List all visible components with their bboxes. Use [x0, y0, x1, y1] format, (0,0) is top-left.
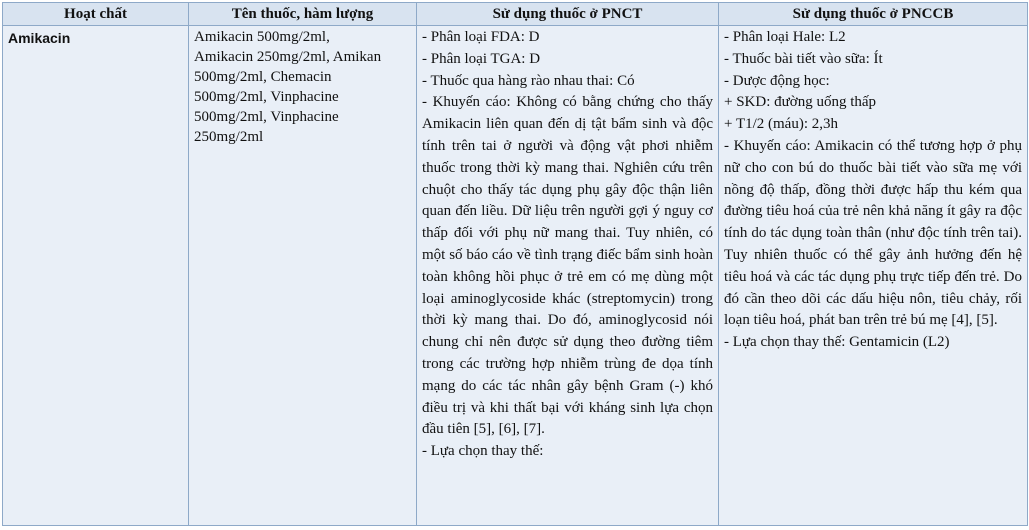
lactation-half-life: + T1/2 (máu): 2,3h — [724, 116, 839, 133]
brand-cell — [189, 26, 417, 526]
brand-line: 500mg/2ml, Chemacin — [194, 69, 332, 85]
pregnancy-fda: - Phân loại FDA: D — [422, 29, 540, 45]
header-row — [3, 3, 1028, 26]
pregnancy-placenta: - Thuốc qua hàng rào nhau thai: Có — [422, 72, 635, 89]
table-row — [3, 26, 1028, 526]
header-brand: Tên thuốc, hàm lượng — [189, 3, 417, 26]
pregnancy-tga: - Phân loại TGA: D — [422, 50, 541, 67]
pregnancy-cell — [417, 26, 719, 526]
header-pregnancy: Sử dụng thuốc ở PNCT — [417, 3, 719, 26]
brand-line: 500mg/2ml, Vinphacine — [194, 89, 339, 105]
brand-line: 500mg/2ml, Vinphacine — [194, 109, 339, 125]
header-active: Hoạt chất — [3, 3, 189, 26]
header-lactation: Sử dụng thuốc ở PNCCB — [719, 3, 1028, 26]
lactation-recommendation: - Khuyến cáo: Amikacin có thể tương hợp ở phụ nữ cho con bú do thuốc bài tiết vào sữa mẹ với nồng độ thấp, đồng thời được hấp thu kém qua đường tiêu hoá của trẻ nên khả năng ít gây ra độc tính do tác dụng toàn thân (như độc tính trên tai). Tuy nhiên thuốc có thể gây ảnh hưởng đến hệ tiêu hoá và các tác dụng phụ trực tiếp đến trẻ. Do đó cần theo dõi các dấu hiệu nôn, tiêu chảy, rối loạn tiêu hoá, phát ban trên trẻ bú mẹ [4], [5]. — [724, 137, 1022, 329]
lactation-bioavailability: + SKD: đường uống thấp — [724, 94, 877, 111]
lactation-hale: - Phân loại Hale: L2 — [724, 29, 846, 45]
active-ingredient-cell: Amikacin — [3, 26, 189, 526]
brand-line: 250mg/2ml — [194, 129, 264, 145]
brand-line: Amikacin 250mg/2ml, Amikan — [194, 49, 382, 65]
lactation-milk: - Thuốc bài tiết vào sữa: Ít — [724, 50, 883, 67]
drug-table — [2, 2, 1028, 526]
lactation-alternative: - Lựa chọn thay thế: Gentamicin (L2) — [724, 334, 950, 351]
lactation-pk: - Dược động học: — [724, 72, 830, 89]
pregnancy-recommendation: - Khuyến cáo: Không có bằng chứng cho thấy Amikacin liên quan đến dị tật bẩm sinh và độc tính trên tai ở người và động vật phơi nhiễm thuốc trong thời kỳ mang thai. Nghiên cứu trên chuột cho thấy tác dụng phụ gây độc thận liên quan đến liều. Dữ liệu trên người gợi ý nguy cơ thấp đối với phụ nữ mang thai. Tuy nhiên, có một số báo cáo về tình trạng điếc bẩm sinh hoàn toàn không hồi phục ở trẻ em có mẹ dùng một loại aminoglycoside khác (streptomycin) trong thời kỳ mang thai. Do đó, aminoglycosid nói chung chỉ nên được sử dụng theo đường tiêm trong các trường hợp nhiễm trùng đe dọa tính mạng do các tác nhân gây bệnh Gram (-) khó điều trị và khi thất bại với kháng sinh lựa chọn đầu tiên [5], [6], [7]. — [422, 94, 713, 438]
brand-line: Amikacin 500mg/2ml, — [194, 29, 330, 45]
pregnancy-alternative: - Lựa chọn thay thế: — [422, 443, 544, 460]
lactation-cell — [719, 26, 1028, 526]
